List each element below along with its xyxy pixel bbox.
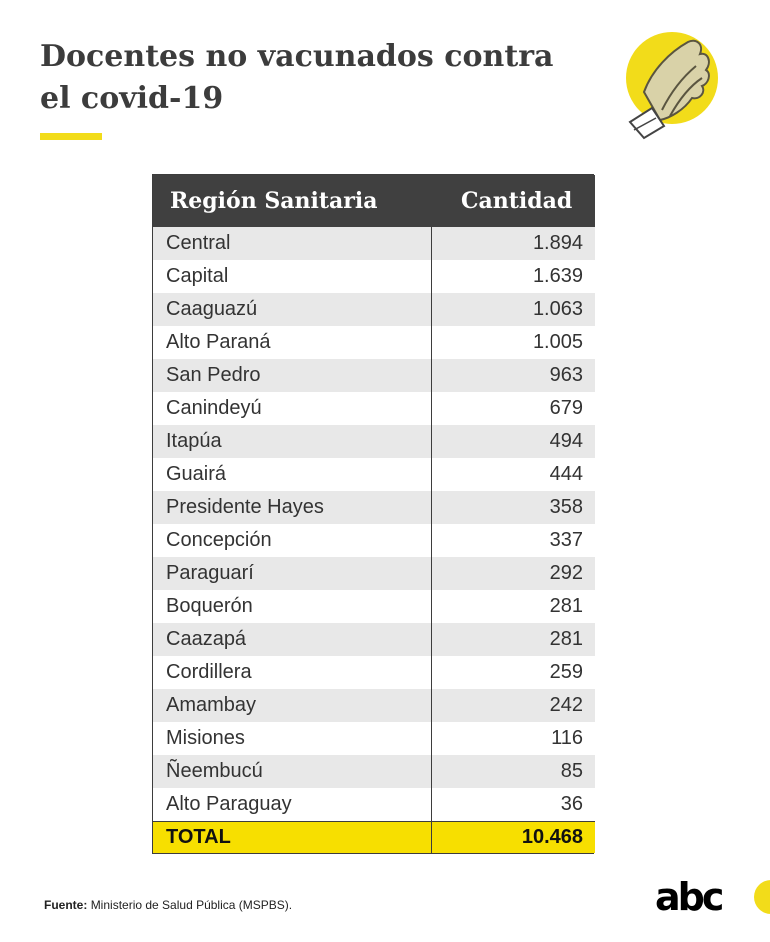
cantidad-cell: 292	[431, 557, 595, 590]
table-row	[153, 722, 595, 755]
brand-logo	[655, 875, 722, 919]
region-cell: Paraguarí	[153, 557, 431, 590]
cantidad-cell: 281	[431, 590, 595, 623]
cantidad-cell: 242	[431, 689, 595, 722]
cantidad-cell: 116	[431, 722, 595, 755]
region-cell: Capital	[153, 260, 431, 293]
region-cell: Guairá	[153, 458, 431, 491]
cantidad-cell: 281	[431, 623, 595, 656]
cantidad-cell: 36	[431, 788, 595, 822]
table-row	[153, 656, 595, 689]
table-row	[153, 623, 595, 656]
cantidad-cell: 494	[431, 425, 595, 458]
hands-heart-icon	[622, 30, 722, 142]
region-cell: Alto Paraguay	[153, 788, 431, 822]
table-row	[153, 557, 595, 590]
region-cell: Amambay	[153, 689, 431, 722]
vaccination-table	[152, 174, 594, 854]
table-row	[153, 326, 595, 359]
table-row	[153, 359, 595, 392]
title-underline	[40, 133, 102, 140]
cantidad-cell: 85	[431, 755, 595, 788]
column-header-cantidad: Cantidad	[431, 175, 595, 227]
table-row	[153, 590, 595, 623]
cantidad-cell: 963	[431, 359, 595, 392]
table-row	[153, 425, 595, 458]
region-cell: Caaguazú	[153, 293, 431, 326]
source-note	[44, 898, 292, 912]
table-row	[153, 491, 595, 524]
total-value: 10.468	[431, 822, 595, 854]
table-row	[153, 227, 595, 260]
cantidad-cell: 358	[431, 491, 595, 524]
table-row	[153, 260, 595, 293]
cantidad-cell: 679	[431, 392, 595, 425]
brand-logo-text: abc	[655, 875, 722, 919]
region-cell: Cordillera	[153, 656, 431, 689]
table-row	[153, 788, 595, 822]
region-cell: Misiones	[153, 722, 431, 755]
region-cell: San Pedro	[153, 359, 431, 392]
table-row	[153, 392, 595, 425]
source-label: Fuente:	[44, 898, 88, 912]
cantidad-cell: 259	[431, 656, 595, 689]
table-body	[153, 227, 595, 853]
cantidad-cell: 1.005	[431, 326, 595, 359]
total-label: TOTAL	[153, 822, 431, 854]
region-cell: Alto Paraná	[153, 326, 431, 359]
table-row	[153, 458, 595, 491]
cantidad-cell: 1.894	[431, 227, 595, 260]
region-cell: Concepción	[153, 524, 431, 557]
region-cell: Presidente Hayes	[153, 491, 431, 524]
cantidad-cell: 1.063	[431, 293, 595, 326]
region-cell: Boquerón	[153, 590, 431, 623]
total-row	[153, 822, 595, 854]
cantidad-cell: 444	[431, 458, 595, 491]
table-row	[153, 755, 595, 788]
table-row	[153, 293, 595, 326]
table-row	[153, 689, 595, 722]
table-header-row	[153, 175, 595, 227]
source-text: Ministerio de Salud Pública (MSPBS).	[90, 898, 293, 912]
brand-dot	[754, 880, 770, 914]
cantidad-cell: 1.639	[431, 260, 595, 293]
region-cell: Central	[153, 227, 431, 260]
region-cell: Canindeyú	[153, 392, 431, 425]
region-cell: Itapúa	[153, 425, 431, 458]
cantidad-cell: 337	[431, 524, 595, 557]
page-title: Docentes no vacunados contra el covid-19	[40, 39, 554, 116]
region-cell: Ñeembucú	[153, 755, 431, 788]
region-cell: Caazapá	[153, 623, 431, 656]
column-header-region: Región Sanitaria	[153, 175, 431, 227]
table-row	[153, 524, 595, 557]
